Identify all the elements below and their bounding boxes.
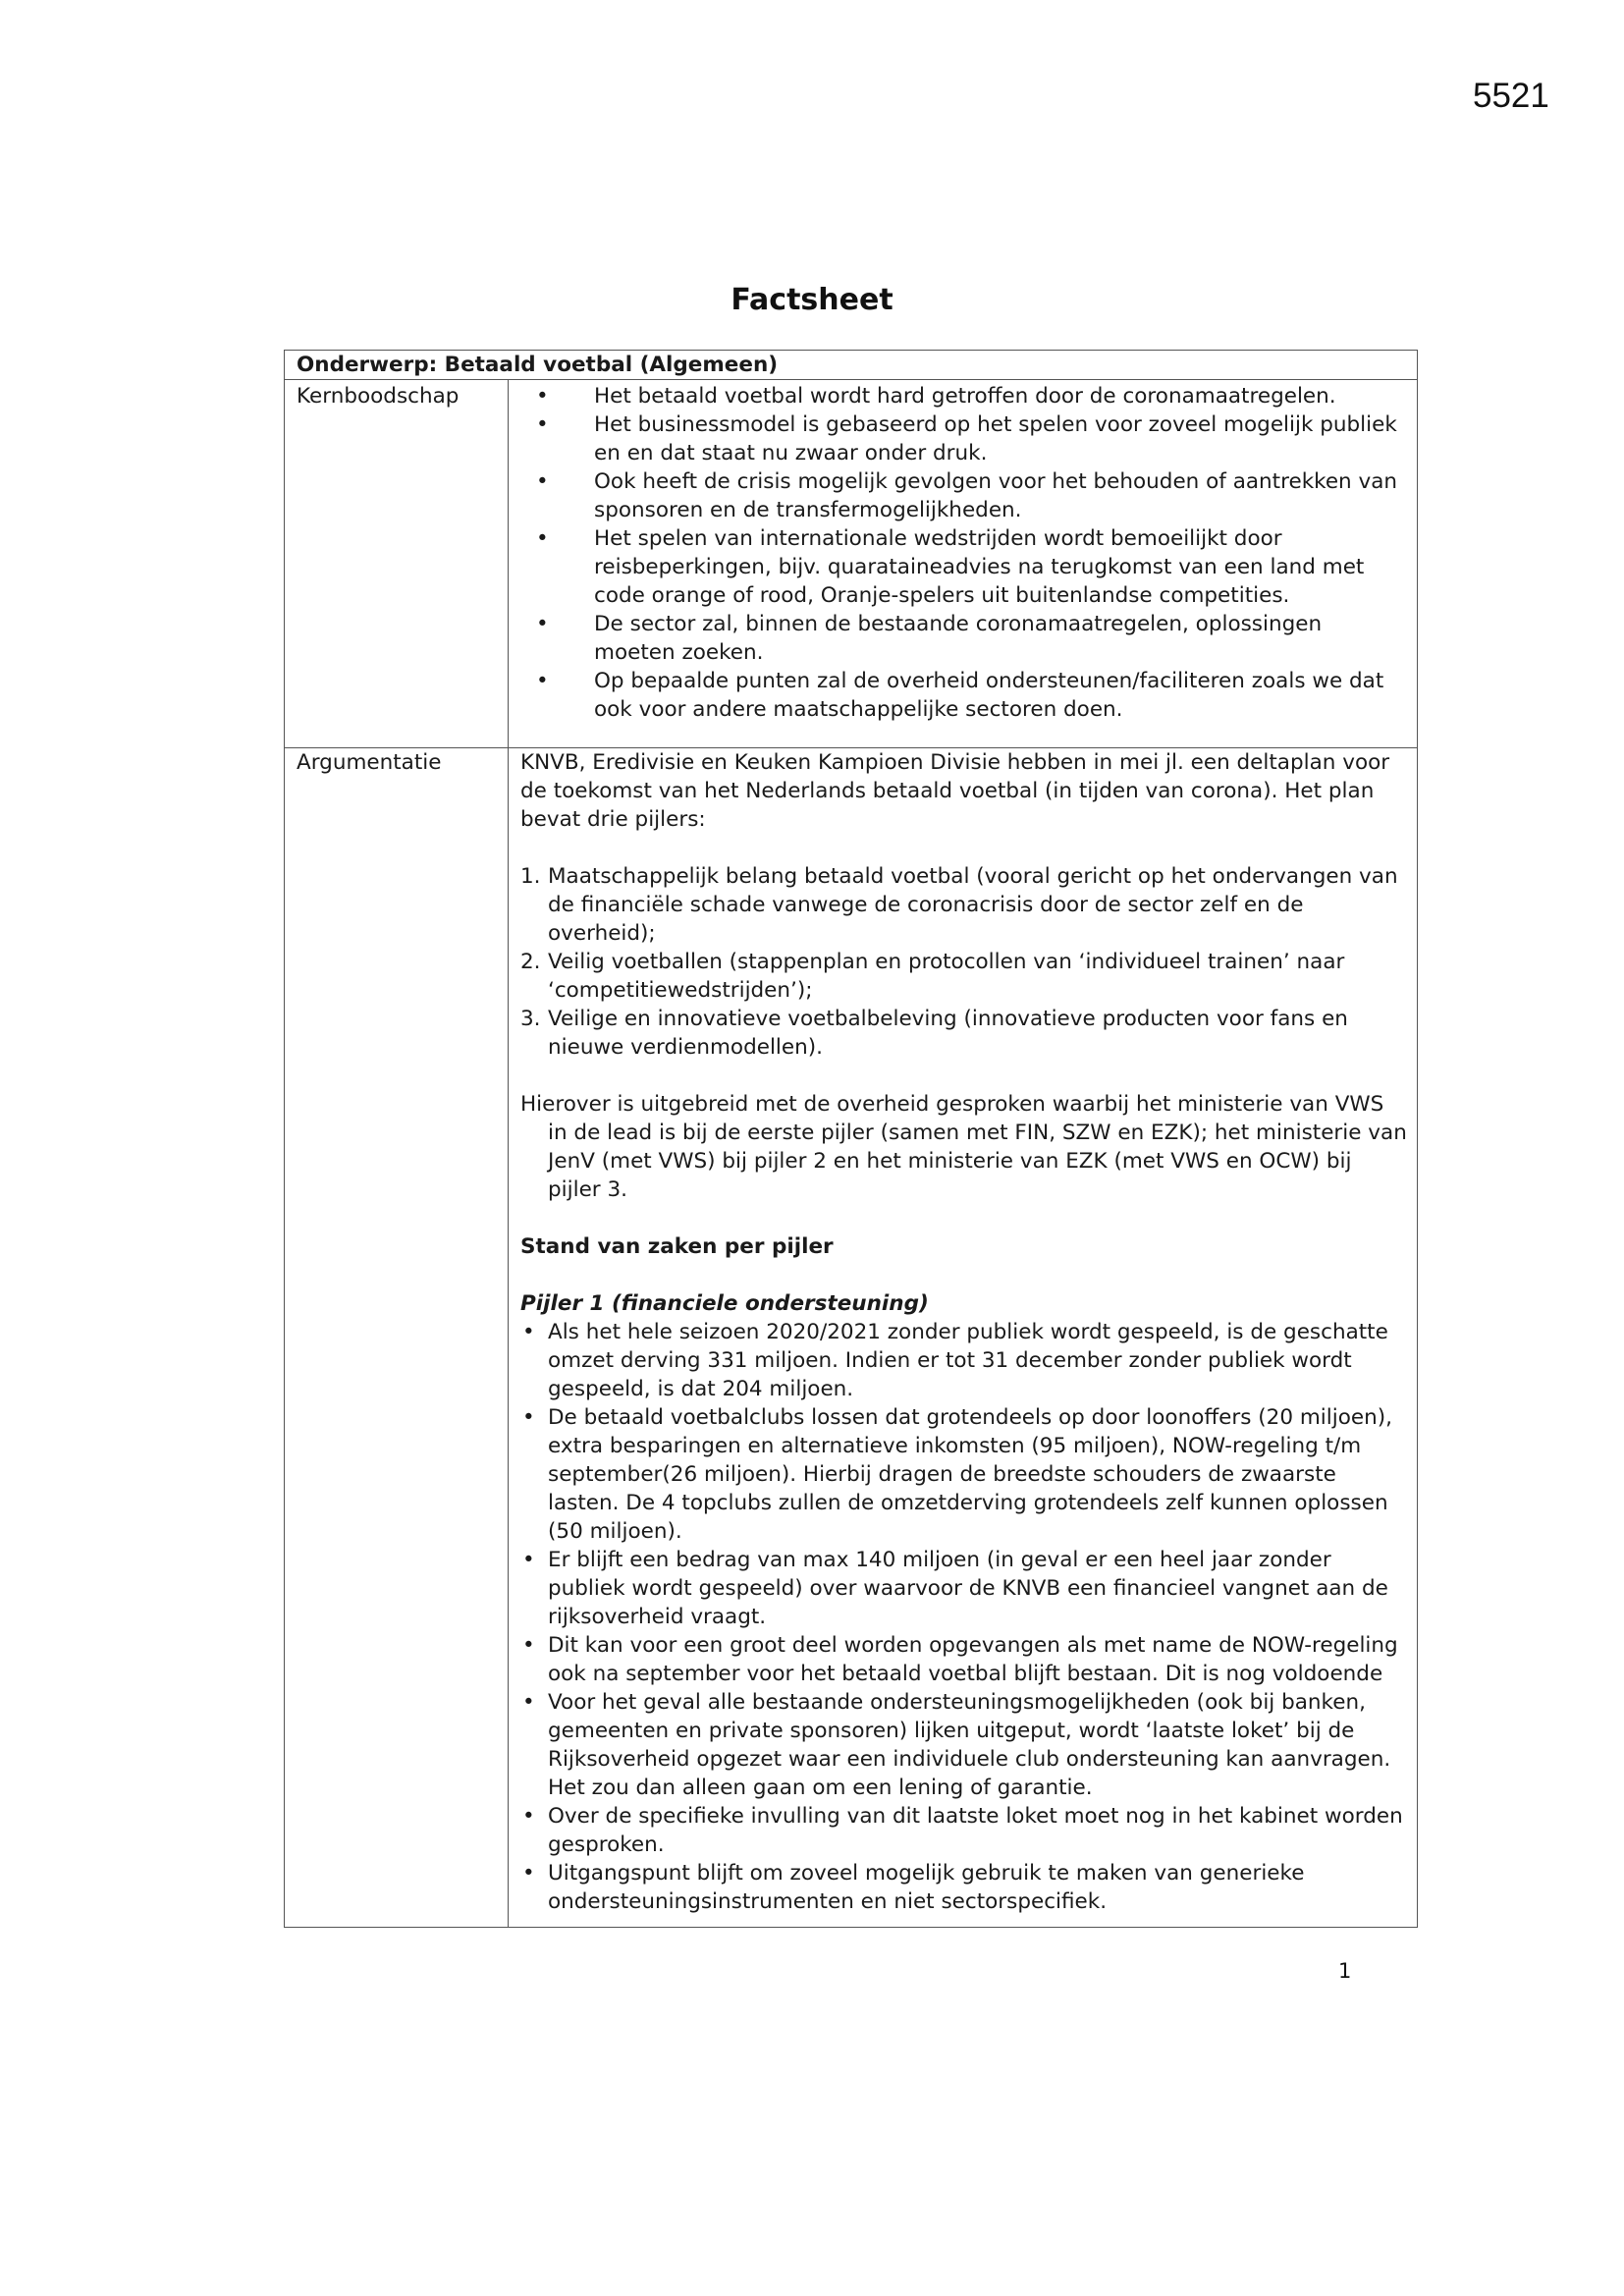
document-number: 5521 bbox=[1473, 77, 1549, 115]
bullet-icon: • bbox=[536, 612, 549, 636]
list-item: • Het betaald voetbal wordt hard getroffen door de coronamaatregelen. bbox=[536, 384, 1336, 409]
column-divider bbox=[508, 380, 509, 1927]
list-item: 3. Veilige en innovatieve voetbalbeleving (innovatieve producten voor fans en nieuwe verdienmodellen). bbox=[520, 1007, 1348, 1060]
bullet-icon: • bbox=[522, 1861, 535, 1886]
bullet-icon: • bbox=[522, 1690, 535, 1715]
intro-paragraph: KNVB, Eredivisie en Keuken Kampioen Divisie hebben in mei jl. een deltaplan voor de toekomst van het Nederlands betaald voetbal (in tijden van corona). Het plan bevat drie pijlers: bbox=[520, 750, 1390, 832]
pijler1-list bbox=[520, 1318, 1409, 1916]
pillar-list bbox=[520, 862, 1409, 1062]
page-title: Factsheet bbox=[731, 283, 893, 317]
bullet-icon: • bbox=[522, 1405, 535, 1430]
kernboodschap-list bbox=[523, 382, 1407, 724]
kernboodschap-label: Kernboodschap bbox=[297, 384, 460, 409]
list-item: • Als het hele seizoen 2020/2021 zonder publiek wordt gespeeld, is de geschatte omzet derving 331 miljoen. Indien er tot 31 december zonder publiek wordt gespeeld, is dat 204 miljoen. bbox=[522, 1320, 1388, 1401]
list-item: • Uitgangspunt blijft om zoveel mogelijk gebruik te maken van generieke ondersteuningsinstrumenten en niet sectorspecifiek. bbox=[522, 1861, 1305, 1914]
list-item: 1. Maatschappelijk belang betaald voetbal (vooral gericht op het ondervangen van de financiële schade vanwege de coronacrisis door de sector zelf en de overheid); bbox=[520, 864, 1398, 946]
bullet-icon: • bbox=[536, 469, 549, 494]
subject-row: Onderwerp: Betaald voetbal (Algemeen) bbox=[285, 351, 1417, 380]
list-item: • Over de specifieke invulling van dit laatste loket moet nog in het kabinet worden gesproken. bbox=[522, 1804, 1403, 1857]
list-item: • Het spelen van internationale wedstrijden wordt bemoeilijkt door reisbeperkingen, bijv. quarataineadvies na terugkomst van een land met code orange of rood, Oranje-spelers uit buitenlandse competities. bbox=[536, 526, 1365, 608]
bullet-icon: • bbox=[522, 1633, 535, 1658]
list-item: • Dit kan voor een groot deel worden opgevangen als met name de NOW-regeling ook na september voor het betaald voetbal blijft bestaan. Dit is nog voldoende bbox=[522, 1633, 1398, 1686]
list-item: • Ook heeft de crisis mogelijk gevolgen voor het behouden of aantrekken van sponsoren en de transfermogelijkheden. bbox=[536, 469, 1398, 522]
argumentatie-label: Argumentatie bbox=[297, 750, 442, 775]
bullet-icon: • bbox=[536, 526, 549, 551]
list-item: • De betaald voetbalclubs lossen dat grotendeels op door loonoffers (20 miljoen), extra besparingen en alternatieve inkomsten (95 miljoen), NOW-regeling t/m september(26 miljoen). Hierbij dragen de breedste schouders de zwaarste lasten. De 4 topclubs zullen de omzetderving grotendeels zelf kunnen oplossen (50 miljoen). bbox=[522, 1405, 1392, 1544]
bullet-icon: • bbox=[536, 384, 549, 409]
list-item: 2. Veilig voetballen (stappenplan en protocollen van ‘individueel trainen’ naar ‘competitiewedstrijden’); bbox=[520, 950, 1345, 1003]
list-item: • De sector zal, binnen de bestaande coronamaatregelen, oplossingen moeten zoeken. bbox=[536, 612, 1323, 665]
argumentatie-content bbox=[520, 748, 1409, 1916]
factsheet-table bbox=[284, 350, 1418, 1928]
page-number: 1 bbox=[1338, 1959, 1352, 1983]
list-item: • Er blijft een bedrag van max 140 miljoen (in geval er een heel jaar zonder publiek wordt gespeeld) over waarvoor de KNVB een financieel vangnet aan de rijksoverheid vraagt. bbox=[522, 1548, 1388, 1629]
stand-heading: Stand van zaken per pijler bbox=[520, 1234, 834, 1259]
bullet-icon: • bbox=[536, 669, 549, 693]
list-item: • Op bepaalde punten zal de overheid ondersteunen/faciliteren zoals we dat ook voor andere maatschappelijke sectoren doen. bbox=[536, 669, 1384, 722]
list-item: • Het businessmodel is gebaseerd op het spelen voor zoveel mogelijk publiek en en dat staat nu zwaar onder druk. bbox=[536, 412, 1397, 465]
bullet-icon: • bbox=[522, 1804, 535, 1829]
list-item: • Voor het geval alle bestaande ondersteuningsmogelijkheden (ook bij banken, gemeenten en private sponsoren) lijken uitgeput, wordt ‘laatste loket’ bij de Rijksoverheid opgezet waar een individuele club ondersteuning kan aanvragen. Het zou dan alleen gaan om een lening of garantie. bbox=[522, 1690, 1391, 1800]
pijler1-heading: Pijler 1 (financiele ondersteuning) bbox=[520, 1291, 929, 1316]
bullet-icon: • bbox=[536, 412, 549, 437]
bullet-icon: • bbox=[522, 1548, 535, 1572]
overheid-paragraph: Hierover is uitgebreid met de overheid gesproken waarbij het ministerie van VWS in de lead is bij de eerste pijler (samen met FIN, SZW en EZK); het ministerie van JenV (met VWS) bij pijler 2 en het ministerie van EZK (met VWS en OCW) bij pijler 3. bbox=[520, 1092, 1407, 1202]
bullet-icon: • bbox=[522, 1320, 535, 1344]
